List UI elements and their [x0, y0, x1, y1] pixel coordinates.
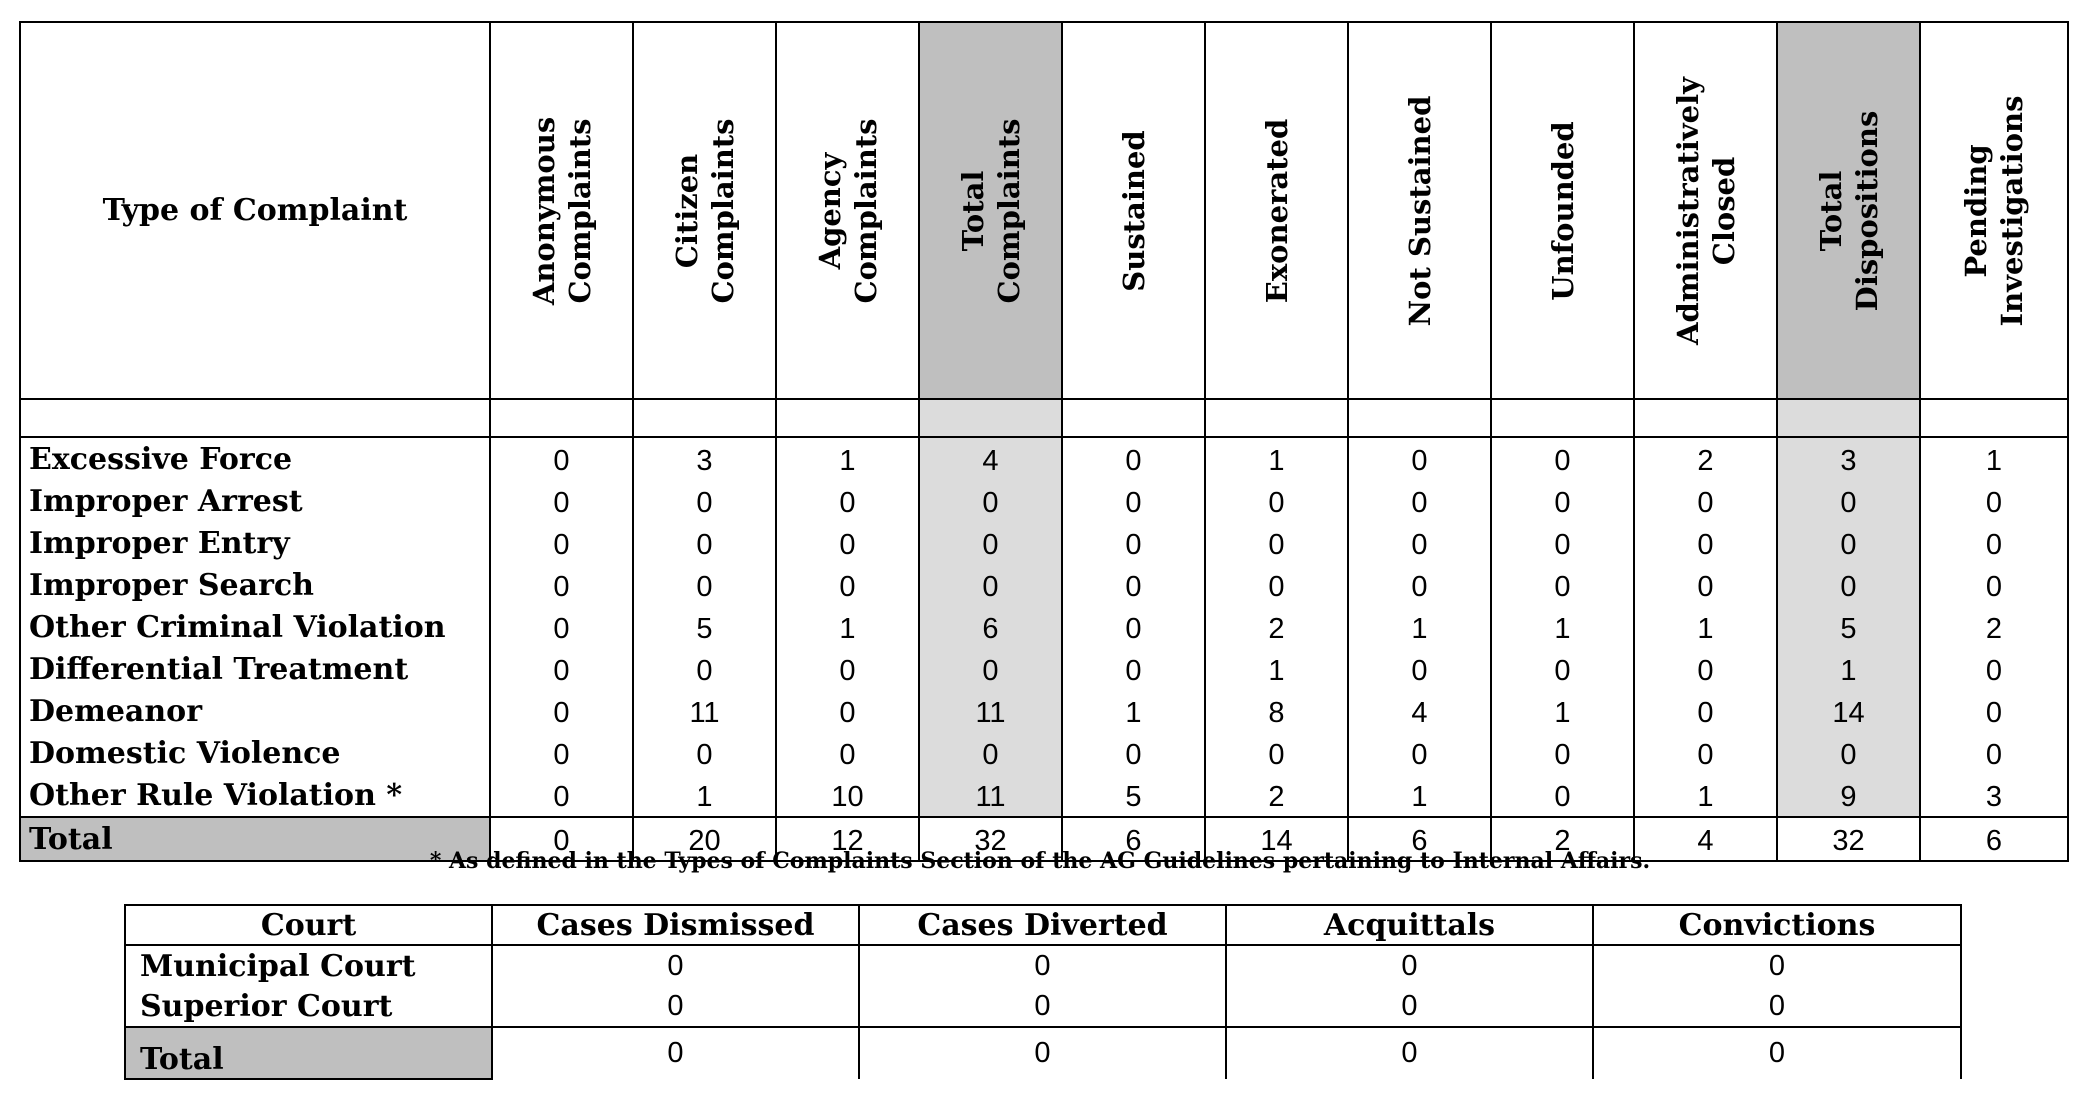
court-total-row [125, 1027, 1961, 1079]
table-cell: 0 [1062, 480, 1205, 522]
table-row [20, 564, 2068, 606]
col-anonymous-header: Anonymous Complaints [490, 22, 633, 399]
table-cell: 1 [1634, 606, 1777, 648]
type-of-complaint-header: Type of Complaint [20, 22, 490, 399]
total-cell: 32 [1777, 817, 1920, 861]
complaint-type-label: Excessive Force [20, 437, 490, 480]
table-cell: 0 [1634, 564, 1777, 606]
table-cell: 4 [1348, 690, 1491, 732]
court-cell: 0 [1226, 945, 1593, 986]
table-cell: 0 [490, 648, 633, 690]
table-cell: 0 [1777, 732, 1920, 774]
table-cell: 0 [919, 648, 1062, 690]
table-cell: 5 [1062, 774, 1205, 817]
table-cell: 11 [919, 774, 1062, 817]
table-row [20, 774, 2068, 817]
table-cell: 0 [1634, 522, 1777, 564]
col-pending-header: Pending Investigations [1920, 22, 2068, 399]
complaint-type-label: Demeanor [20, 690, 490, 732]
table-cell: 8 [1205, 690, 1348, 732]
col-sustained-header: Sustained [1062, 22, 1205, 399]
total-cell: 6 [1920, 817, 2068, 861]
table-cell: 4 [919, 437, 1062, 480]
col-agency-header: Agency Complaints [776, 22, 919, 399]
table-cell: 1 [1491, 606, 1634, 648]
table-cell: 0 [1062, 648, 1205, 690]
table-cell: 0 [1348, 732, 1491, 774]
table-cell: 10 [776, 774, 919, 817]
table-cell: 0 [1348, 522, 1491, 564]
court-cell: 0 [492, 945, 859, 986]
table-cell: 0 [919, 564, 1062, 606]
table-cell: 0 [1491, 522, 1634, 564]
complaint-type-label: Improper Arrest [20, 480, 490, 522]
table-cell: 9 [1777, 774, 1920, 817]
table-cell: 0 [1491, 648, 1634, 690]
total-cell: 12 [776, 817, 919, 861]
court-header-row [125, 905, 1961, 945]
table-cell: 1 [1062, 690, 1205, 732]
table-cell: 0 [1920, 648, 2068, 690]
court-total-cell: 0 [1226, 1027, 1593, 1079]
table-cell: 0 [1062, 732, 1205, 774]
table-row [20, 437, 2068, 480]
table-cell: 0 [919, 732, 1062, 774]
col-exonerated-header: Exonerated [1205, 22, 1348, 399]
complaint-type-label: Domestic Violence [20, 732, 490, 774]
court-cell: 0 [1593, 945, 1961, 986]
court-name-label: Municipal Court [125, 945, 492, 986]
court-header: Court [125, 905, 492, 945]
table-cell: 0 [1062, 564, 1205, 606]
col-admin-closed-header: Administratively Closed [1634, 22, 1777, 399]
court-total-cell: 0 [859, 1027, 1226, 1079]
total-cell: 0 [490, 817, 633, 861]
table-cell: 0 [1205, 522, 1348, 564]
cases-dismissed-header: Cases Dismissed [492, 905, 859, 945]
table-cell: 5 [1777, 606, 1920, 648]
table-row [20, 606, 2068, 648]
table-cell: 0 [633, 480, 776, 522]
table-row [20, 690, 2068, 732]
table-cell: 2 [1205, 606, 1348, 648]
table-cell: 11 [919, 690, 1062, 732]
acquittals-header: Acquittals [1226, 905, 1593, 945]
table-cell: 3 [1920, 774, 2068, 817]
table-cell: 0 [1062, 522, 1205, 564]
table-cell: 0 [490, 690, 633, 732]
table-cell: 0 [1777, 522, 1920, 564]
table-cell: 1 [1634, 774, 1777, 817]
court-name-label: Superior Court [125, 986, 492, 1027]
table-cell: 2 [1205, 774, 1348, 817]
table-cell: 1 [1491, 690, 1634, 732]
court-cell: 0 [1226, 986, 1593, 1027]
table-cell: 0 [1920, 564, 2068, 606]
table-cell: 0 [633, 564, 776, 606]
table-cell: 0 [919, 522, 1062, 564]
table-row [20, 522, 2068, 564]
table-row [20, 732, 2068, 774]
table-cell: 0 [1348, 648, 1491, 690]
table-cell: 3 [1777, 437, 1920, 480]
court-cell: 0 [859, 945, 1226, 986]
total-cell: 6 [1348, 817, 1491, 861]
court-row [125, 945, 1961, 986]
table-cell: 2 [1920, 606, 2068, 648]
table-cell: 0 [490, 437, 633, 480]
table-cell: 0 [1062, 606, 1205, 648]
table-cell: 0 [490, 480, 633, 522]
table-cell: 0 [776, 732, 919, 774]
table-cell: 0 [1634, 690, 1777, 732]
total-cell: 4 [1634, 817, 1777, 861]
table-cell: 0 [490, 522, 633, 564]
table-cell: 1 [633, 774, 776, 817]
court-total-cell: 0 [492, 1027, 859, 1079]
table-row [20, 480, 2068, 522]
table-cell: 0 [490, 732, 633, 774]
col-citizen-header: Citizen Complaints [633, 22, 776, 399]
table-cell: 0 [776, 522, 919, 564]
table-cell: 0 [633, 522, 776, 564]
complaint-type-label: Differential Treatment [20, 648, 490, 690]
table-row [20, 648, 2068, 690]
table-cell: 0 [1205, 732, 1348, 774]
court-cell: 0 [859, 986, 1226, 1027]
table-cell: 0 [633, 648, 776, 690]
table-cell: 1 [776, 437, 919, 480]
table-cell: 0 [1634, 480, 1777, 522]
table-cell: 1 [1348, 606, 1491, 648]
footnote: * As defined in the Types of Complaints Section of the AG Guidelines pertaining to Internal Affairs. [429, 848, 1651, 874]
header-row [20, 22, 2068, 399]
total-cell: 14 [1205, 817, 1348, 861]
total-cell: 20 [633, 817, 776, 861]
table-cell: 0 [1205, 564, 1348, 606]
table-cell: 1 [776, 606, 919, 648]
table-cell: 0 [1491, 437, 1634, 480]
table-cell: 0 [1348, 437, 1491, 480]
col-total-complaints-header: Total Complaints [919, 22, 1062, 399]
table-cell: 3 [633, 437, 776, 480]
complaint-type-label: Improper Entry [20, 522, 490, 564]
col-unfounded-header: Unfounded [1491, 22, 1634, 399]
table-cell: 0 [1920, 732, 2068, 774]
table-cell: 1 [1348, 774, 1491, 817]
col-total-dispositions-header: Total Dispositions [1777, 22, 1920, 399]
spacer-row [20, 399, 2068, 437]
table-cell: 0 [1634, 648, 1777, 690]
table-cell: 0 [1062, 437, 1205, 480]
table-cell: 5 [633, 606, 776, 648]
complaint-type-label: Other Rule Violation * [20, 774, 490, 817]
table-cell: 0 [1491, 732, 1634, 774]
table-cell: 0 [1777, 564, 1920, 606]
table-cell: 11 [633, 690, 776, 732]
table-cell: 0 [919, 480, 1062, 522]
table-cell: 2 [1634, 437, 1777, 480]
table-cell: 0 [776, 480, 919, 522]
table-cell: 0 [776, 564, 919, 606]
convictions-header: Convictions [1593, 905, 1961, 945]
total-label: Total [20, 817, 490, 861]
court-table [124, 904, 1962, 1080]
court-total-cell: 0 [1593, 1027, 1961, 1079]
court-row [125, 986, 1961, 1027]
complaint-type-label: Other Criminal Violation [20, 606, 490, 648]
table-cell: 0 [1491, 774, 1634, 817]
table-cell: 0 [1205, 480, 1348, 522]
court-cell: 0 [492, 986, 859, 1027]
table-cell: 0 [490, 774, 633, 817]
table-cell: 0 [1920, 690, 2068, 732]
total-cell: 32 [919, 817, 1062, 861]
table-cell: 6 [919, 606, 1062, 648]
table-cell: 14 [1777, 690, 1920, 732]
table-cell: 0 [490, 564, 633, 606]
table-cell: 0 [1348, 564, 1491, 606]
table-cell: 0 [490, 606, 633, 648]
table-cell: 0 [633, 732, 776, 774]
cases-diverted-header: Cases Diverted [859, 905, 1226, 945]
table-cell: 0 [1920, 522, 2068, 564]
table-cell: 1 [1205, 437, 1348, 480]
table-cell: 1 [1920, 437, 2068, 480]
total-cell: 2 [1491, 817, 1634, 861]
table-cell: 0 [1491, 480, 1634, 522]
court-total-label: Total [125, 1027, 492, 1079]
total-cell: 6 [1062, 817, 1205, 861]
table-cell: 0 [1634, 732, 1777, 774]
complaints-table [19, 21, 2069, 862]
table-cell: 1 [1777, 648, 1920, 690]
table-cell: 1 [1205, 648, 1348, 690]
table-cell: 0 [1777, 480, 1920, 522]
table-cell: 0 [1348, 480, 1491, 522]
complaint-type-label: Improper Search [20, 564, 490, 606]
table-cell: 0 [1920, 480, 2068, 522]
court-cell: 0 [1593, 986, 1961, 1027]
col-not-sustained-header: Not Sustained [1348, 22, 1491, 399]
table-cell: 0 [776, 690, 919, 732]
table-cell: 0 [1491, 564, 1634, 606]
table-cell: 0 [776, 648, 919, 690]
